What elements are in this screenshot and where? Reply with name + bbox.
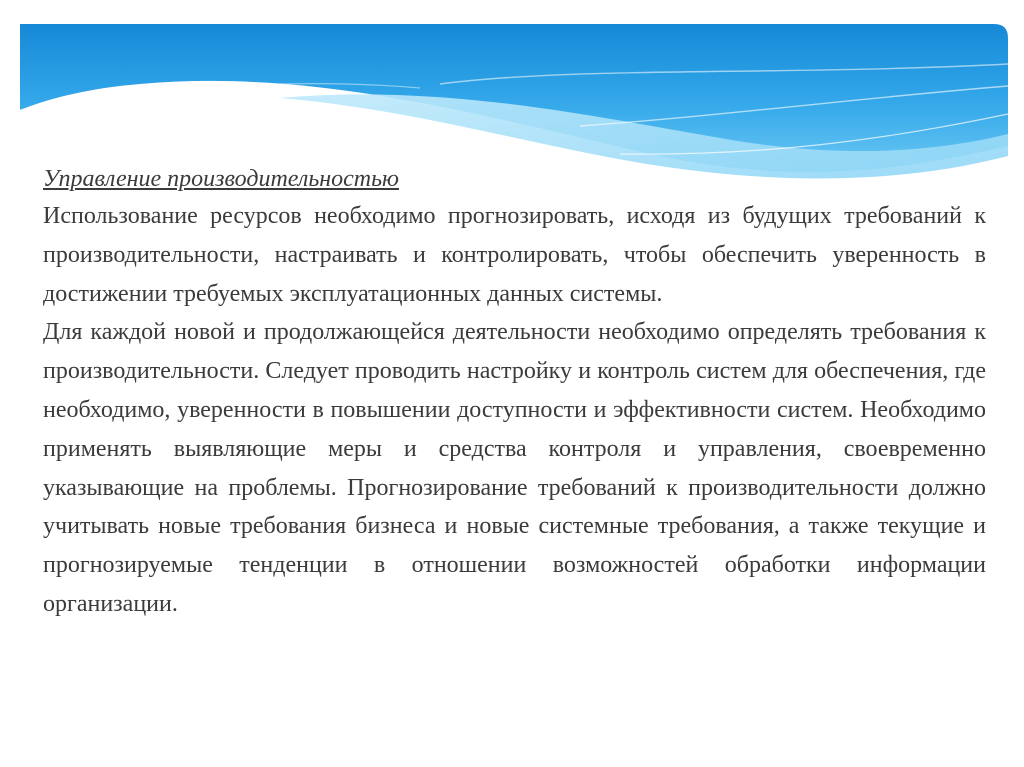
paragraph-2: Для каждой новой и продолжающейся деятельности необходимо определять требования к производительности. Следует проводить настройку и контроль систем для обеспечения, где необходимо, уверенности в повышении доступности и эффективности систем. Необходимо применять выявляющие меры и средства контроля и управления, своевременно указывающие на проблемы. Прогнозирование требований к производительности должно учитывать новые требования бизнеса и новые системные требования, а также текущие и прогнозируемые тенденции в отношении возможностей обработки информации организации. — [43, 319, 986, 617]
slide-subtitle: Управление производительностью — [43, 166, 399, 192]
wave-band-main — [20, 24, 1008, 172]
paragraph-1: Использование ресурсов необходимо прогнозировать, исходя из будущих требований к производительности, настраивать и контролировать, чтобы обеспечить уверенность в достижении требуемых эксплуатационных данных системы. — [43, 203, 986, 307]
slide-content — [43, 161, 986, 624]
slide-frame — [6, 6, 1018, 761]
